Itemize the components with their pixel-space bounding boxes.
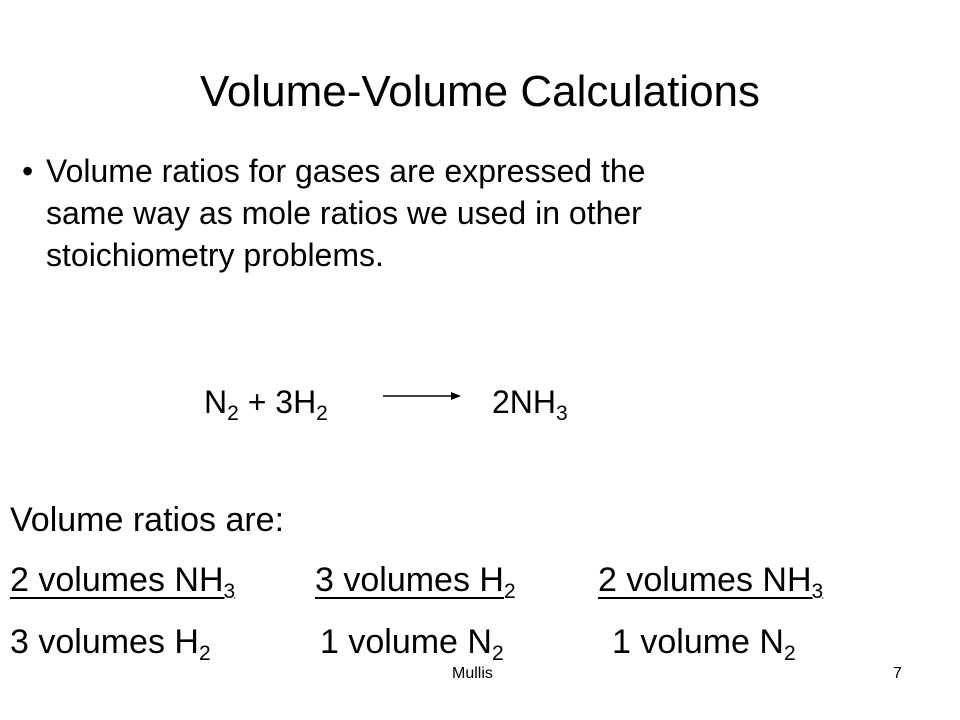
ratio-1-numerator-subscript: 3	[223, 580, 236, 603]
ratio-2-numerator	[315, 558, 516, 602]
ratios-label: Volume ratios are:	[10, 501, 285, 539]
bullet-line-2: same way as mole ratios we used in other	[46, 195, 642, 231]
ratio-2-denominator-text: 1 volume N	[320, 623, 492, 661]
ratio-1-denominator-subscript: 2	[198, 642, 211, 665]
ratio-2-denominator-subscript: 2	[491, 642, 504, 665]
ratio-1-numerator-text: 2 volumes NH	[10, 561, 224, 599]
ratio-2-denominator	[320, 620, 504, 664]
ratio-3-numerator	[598, 558, 823, 602]
ratio-1-numerator	[10, 558, 235, 602]
ratio-3-denominator-text: 1 volume N	[612, 623, 784, 661]
ratio-3-denominator-subscript: 2	[783, 642, 796, 665]
bullet-line-1: Volume ratios for gases are expressed the	[46, 153, 646, 189]
ratio-3-numerator-text: 2 volumes NH	[598, 561, 812, 599]
ratio-1-denominator-text: 3 volumes H	[10, 623, 199, 661]
ratio-3-denominator	[612, 620, 796, 664]
product-nh3-subscript: 3	[556, 402, 568, 425]
reactant-h2-symbol: + 3H	[247, 384, 317, 420]
footer-author: Mullis	[452, 665, 493, 682]
reactant-n2-subscript: 2	[227, 402, 239, 425]
reactant-h2-subscript: 2	[316, 402, 328, 425]
equation-product	[492, 380, 568, 424]
product-nh3-symbol: 2NH	[492, 384, 557, 420]
bullet-marker: •	[22, 153, 34, 189]
reactant-n2-symbol: N	[204, 384, 228, 420]
ratio-1-denominator	[10, 620, 211, 664]
equation-reactants	[204, 380, 328, 424]
ratio-2-numerator-text: 3 volumes H	[315, 561, 504, 599]
ratio-3-numerator-subscript: 3	[811, 580, 824, 603]
reaction-arrow-icon	[383, 388, 463, 404]
slide-title: Volume-Volume Calculations	[199, 67, 761, 116]
bullet-text	[46, 150, 645, 276]
ratio-2-numerator-subscript: 2	[503, 580, 516, 603]
footer-page-number: 7	[893, 665, 902, 682]
bullet-line-3: stoichiometry problems.	[46, 237, 384, 273]
